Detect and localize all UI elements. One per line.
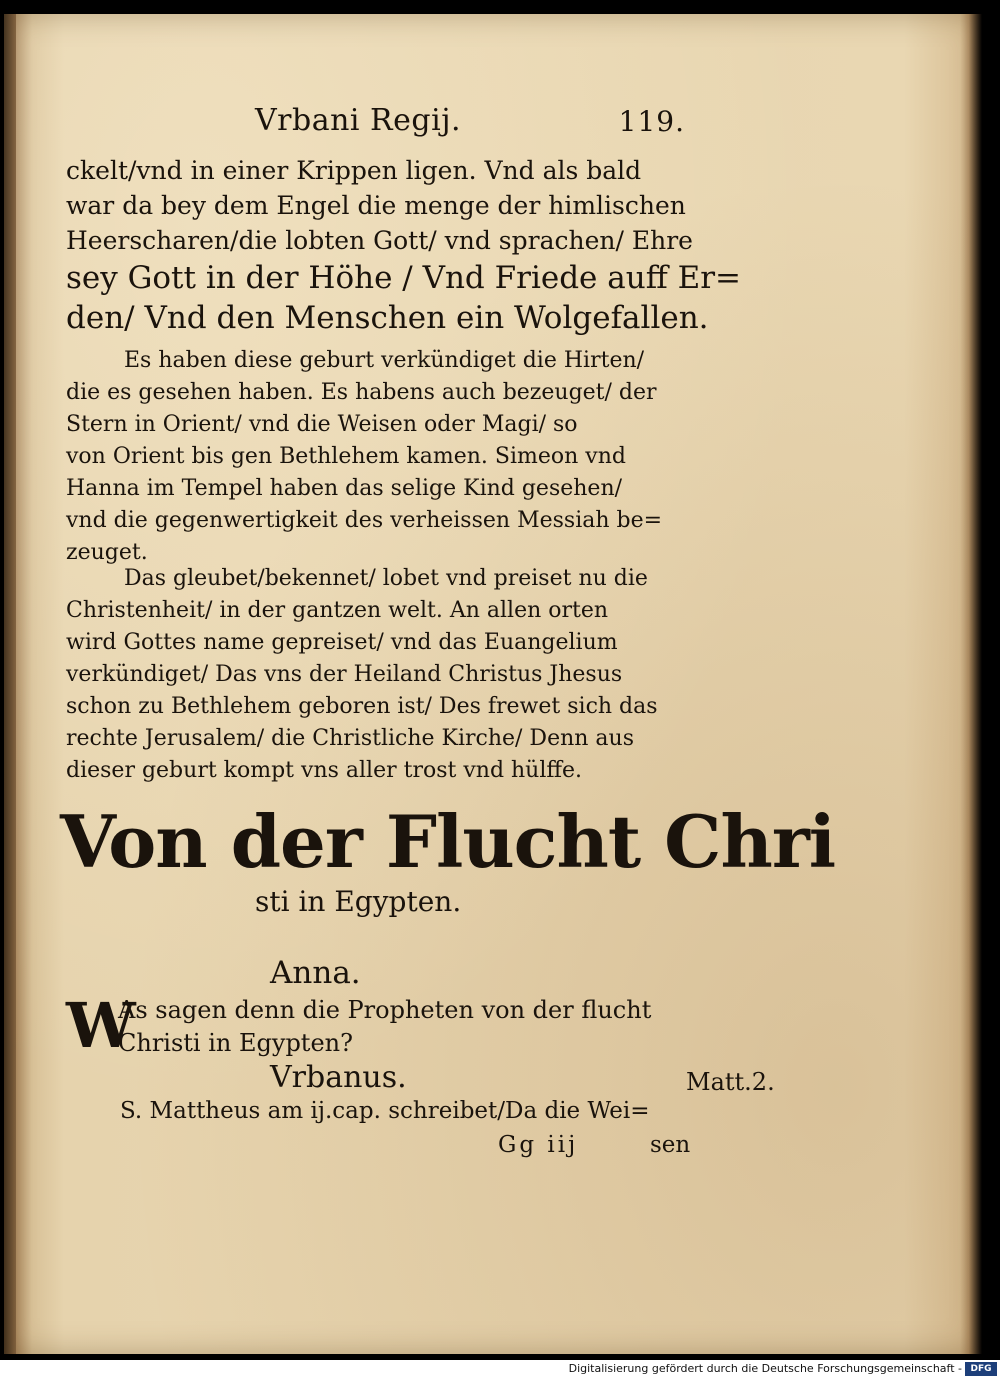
paragraph-3 <box>66 563 696 787</box>
paragraph-2 <box>66 345 696 569</box>
text-line: Stern in Orient/ vnd die Weisen oder Magi/ so <box>66 412 578 437</box>
text-line: Das gleubet/bekennet/ lobet vnd preiset nu die <box>124 566 648 591</box>
drop-cap: W <box>66 989 136 1062</box>
text-line: vnd die gegenwertigkeit des verheissen Messiah be= <box>66 508 663 533</box>
text-line: Hanna im Tempel haben das selige Kind gesehen/ <box>66 476 623 501</box>
page-gutter <box>4 14 16 1354</box>
speaker-anna: Anna. <box>270 955 361 991</box>
text-line: sey Gott in der Höhe / Vnd Friede auff Er= <box>66 260 742 296</box>
answer-line: S. Mattheus am ij.cap. schreibet/Da die Wei= <box>120 1098 650 1124</box>
margin-note: Matt.2. <box>686 1068 775 1096</box>
text-line: die es gesehen haben. Es habens auch bezeuget/ der <box>66 380 657 405</box>
text-line: Es haben diese geburt verkündiget die Hirten/ <box>124 348 645 373</box>
text-line: Heerscharen/die lobten Gott/ vnd sprachen/ Ehre <box>66 226 693 255</box>
catchword: sen <box>650 1132 691 1158</box>
text-line: ckelt/vnd in einer Krippen ligen. Vnd als bald <box>66 156 642 185</box>
text-line: Christenheit/ in der gantzen welt. An allen orten <box>66 598 609 623</box>
running-head: Vrbani Regij. <box>255 103 462 138</box>
paragraph-1 <box>66 153 742 338</box>
text-line: Christi in Egypten? <box>118 1029 353 1057</box>
speaker-urbanus: Vrbanus. <box>270 1060 407 1095</box>
chapter-subtitle: sti in Egypten. <box>255 885 462 918</box>
text-line: As sagen denn die Propheten von der flucht <box>118 996 652 1024</box>
page-header <box>255 103 685 147</box>
text-line: den/ Vnd den Menschen ein Wolgefallen. <box>66 300 709 336</box>
page-edge <box>960 14 982 1354</box>
text-line: rechte Jerusalem/ die Christliche Kirche/ Denn aus <box>66 726 634 751</box>
text-line: von Orient bis gen Bethlehem kamen. Simeon vnd <box>66 444 626 469</box>
text-line: schon zu Bethlehem geboren ist/ Des frewet sich das <box>66 694 658 719</box>
text-line: verkündiget/ Das vns der Heiland Christus Jhesus <box>66 662 623 687</box>
footer-credit: Digitalisierung gefördert durch die Deutsche Forschungsgemeinschaft - <box>568 1362 962 1375</box>
text-line: dieser geburt kompt vns aller trost vnd hülffe. <box>66 758 583 783</box>
dfg-logo: DFG <box>965 1362 997 1376</box>
footer-bar <box>0 1360 1000 1379</box>
text-line: war da bey dem Engel die menge der himlischen <box>66 191 686 220</box>
question-block <box>66 989 696 1062</box>
page-number: 119. <box>618 105 685 138</box>
chapter-title: Von der Flucht Chri <box>60 799 836 884</box>
text-line: zeuget. <box>66 540 148 565</box>
signature-mark: Gg iij <box>498 1132 579 1158</box>
text-line: wird Gottes name gepreiset/ vnd das Euangelium <box>66 630 618 655</box>
